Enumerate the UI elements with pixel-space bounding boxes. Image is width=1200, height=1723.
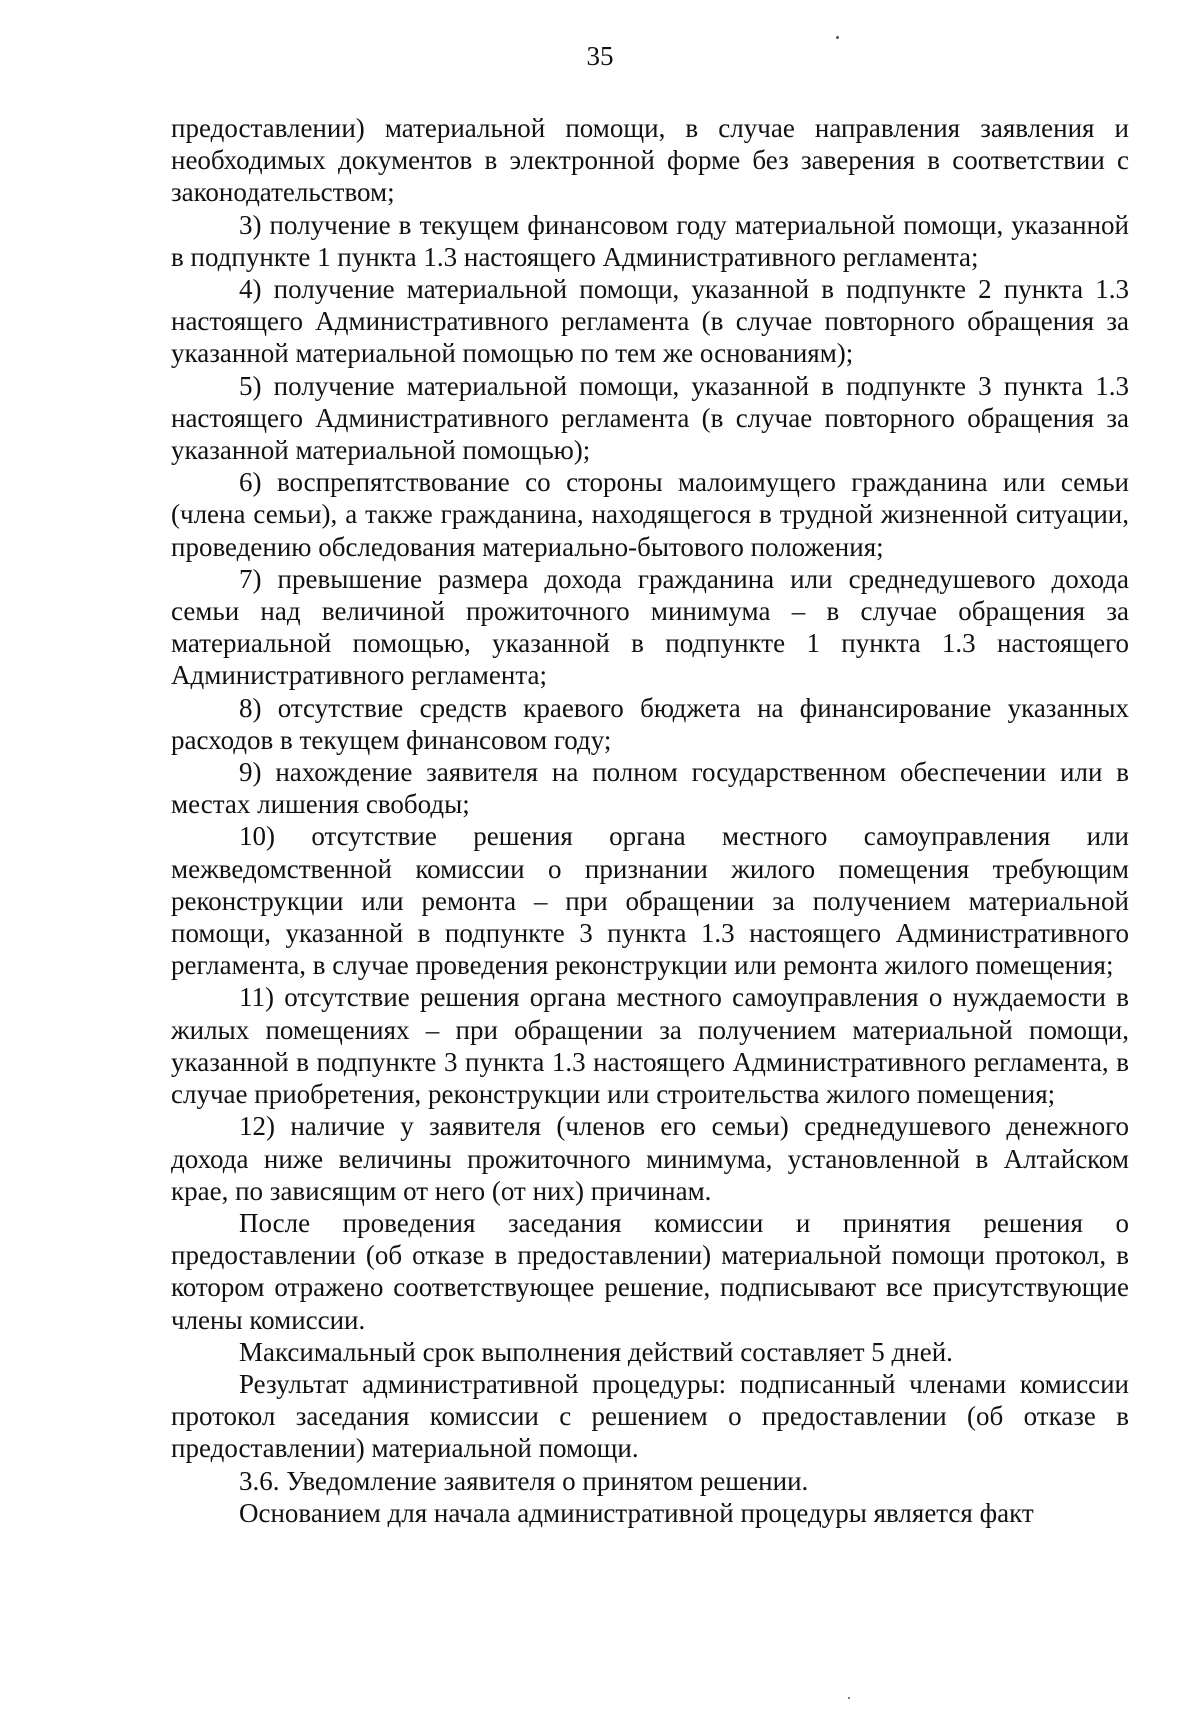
paragraph-result: Результат административной процедуры: подписанный членами комиссии протокол заседания комиссии с решением о предоставлении (об отказе в предоставлении) материальной помощи. <box>171 1368 1129 1464</box>
section-heading-3-6: 3.6. Уведомление заявителя о принятом решении. <box>239 1465 809 1496</box>
paragraph-deadline: Максимальный срок выполнения действий составляет 5 дней. <box>239 1336 953 1367</box>
list-item-6: 6) воспрепятствование со стороны малоимущего гражданина или семьи (члена семьи), а также гражданина, находящегося в трудной жизненной ситуации, проведению обследования материально-бытового положения; <box>171 467 1129 562</box>
list-item-7: 7) превышение размера дохода гражданина или среднедушевого дохода семьи над величиной прожиточного минимума – в случае обращения за материальной помощью, указанной в подпункте 1 пункта 1.3 настоящего Административного регламента; <box>171 563 1129 691</box>
list-item-5: 5) получение материальной помощи, указанной в подпункте 3 пункта 1.3 настоящего Административного регламента (в случае повторного обращения за указанной материальной помощью); <box>171 370 1129 466</box>
list-item-3: 3) получение в текущем финансовом году материальной помощи, указанной в подпункте 1 пункта 1.3 настоящего Административного регламента; <box>171 209 1129 272</box>
page-number: 35 <box>586 41 614 71</box>
list-item-4: 4) получение материальной помощи, указанной в подпункте 2 пункта 1.3 настоящего Административного регламента (в случае повторного обращения за указанной материальной помощью по тем же основаниям); <box>171 274 1129 369</box>
paragraph-continuation: предоставлении) материальной помощи, в случае направления заявления и необходимых документов в электронной форме без заверения в соответствии с законодательством; <box>171 113 1129 208</box>
list-item-9: 9) нахождение заявителя на полном государственном обеспечении или в местах лишения свободы; <box>171 757 1129 820</box>
list-item-11: 11) отсутствие решения органа местного самоуправления о нуждаемости в жилых помещениях – при обращении за получением материальной помощи, указанной в подпункте 3 пункта 1.3 настоящего Административного регламента, в случае приобретения, реконструкции или строительства жилого помещения; <box>171 982 1129 1110</box>
list-item-8: 8) отсутствие средств краевого бюджета на финансирование указанных расходов в текущем финансовом году; <box>171 692 1129 755</box>
document-body <box>171 112 1129 1529</box>
paragraph-basis: Основанием для начала административной процедуры является факт <box>239 1497 1034 1528</box>
scan-speck <box>848 1697 850 1699</box>
paragraph-protocol: После проведения заседания комиссии и принятия решения о предоставлении (об отказе в предоставлении) материальной помощи протокол, в котором отражено соответствующее решение, подписывают все присутствующие члены комиссии. <box>171 1207 1129 1335</box>
list-item-12: 12) наличие у заявителя (членов его семьи) среднедушевого денежного дохода ниже величины прожиточного минимума, установленной в Алтайском крае, по зависящим от него (от них) причинам. <box>171 1111 1129 1206</box>
scan-speck <box>836 36 839 39</box>
list-item-10: 10) отсутствие решения органа местного самоуправления или межведомственной комиссии о признании жилого помещения требующим реконструкции или ремонта – при обращении за получением материальной помощи, указанной в подпункте 3 пункта 1.3 настоящего Административного регламента, в случае проведения реконструкции или ремонта жилого помещения; <box>171 821 1129 981</box>
